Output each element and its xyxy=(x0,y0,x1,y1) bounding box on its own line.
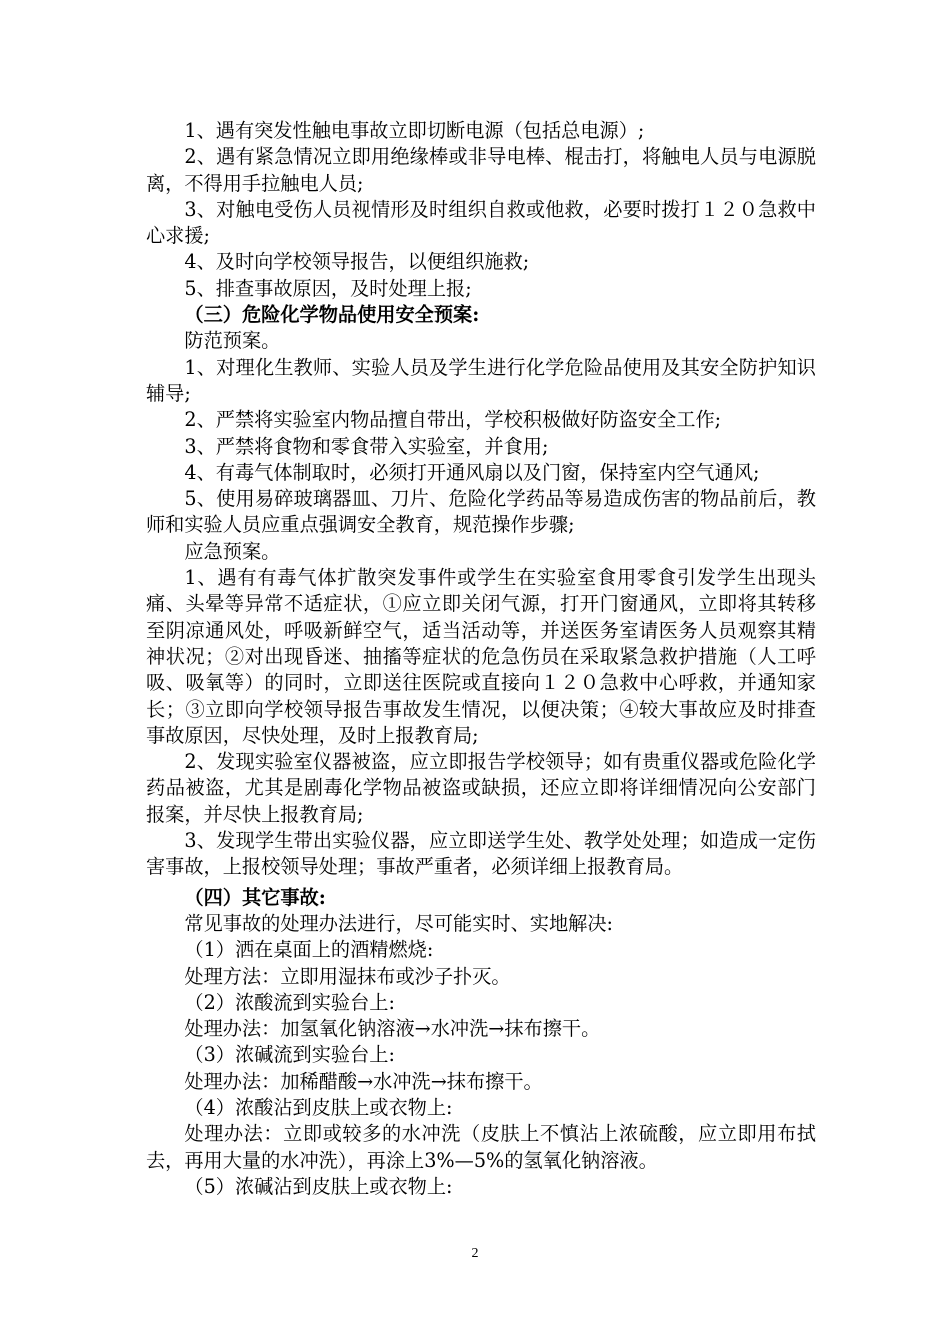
paragraph: （3）浓碱流到实验台上: xyxy=(184,1043,395,1067)
paragraph: （2）浓酸流到实验台上: xyxy=(184,990,395,1014)
paragraph: 5、排查事故原因，及时处理上报; xyxy=(184,276,472,300)
page-number: 2 xyxy=(471,1246,479,1261)
section-heading: （四）其它事故: xyxy=(184,885,326,909)
paragraph: 3、严禁将食物和零食带入实验室，并食用; xyxy=(184,434,549,458)
paragraph: （1）洒在桌面上的酒精燃烧: xyxy=(184,938,434,962)
paragraph: 2、发现实验室仪器被盗，应立即报告学校领导；如有贵重仪器或危险化学药品被盗，尤其是剧毒化学物品被盗或缺损，还应立即将详细情况向公安部门报案，并尽快上报教育局; xyxy=(146,750,816,826)
paragraph: 1、对理化生教师、实验人员及学生进行化学危险品使用及其安全防护知识辅导; xyxy=(146,355,816,405)
paragraph: 1、遇有有毒气体扩散突发事件或学生在实验室食用零食引发学生出现头痛、头晕等异常不适症状，①应立即关闭气源，打开门窗通风，立即将其转移至阴凉通风处，呼吸新鲜空气，适当活动等，并送医务室请医务人员观察其精神状况；②对出现昏迷、抽搐等症状的危急伤员在采取紧急救护措施（人工呼吸、吸氧等）的同时，立即送往医院或直接向１２０急救中心呼救，并通知家长；③立即向学校领导报告事故发生情况，以便决策；④较大事故应及时排查事故原因，尽快处理，及时上报教育局; xyxy=(146,566,816,747)
paragraph: （4）浓酸沾到皮肤上或衣物上: xyxy=(184,1095,453,1119)
paragraph: 3、对触电受伤人员视情形及时组织自救或他救，必要时拨打１２０急救中心求援; xyxy=(146,197,816,248)
paragraph: 5、使用易碎玻璃器皿、刀片、危险化学药品等易造成伤害的物品前后，教师和实验人员应重点强调安全教育，规范操作步骤; xyxy=(146,487,816,537)
paragraph: 处理办法：加稀醋酸→水冲洗→抹布擦干。 xyxy=(184,1069,543,1093)
paragraph: 处理方法：立即用湿抹布或沙子扑灭。 xyxy=(184,964,511,988)
paragraph: 防范预案。 xyxy=(184,329,281,353)
paragraph: 4、有毒气体制取时，必须打开通风扇以及门窗，保持室内空气通风; xyxy=(184,460,760,484)
paragraph: 常见事故的处理办法进行，尽可能实时、实地解决: xyxy=(184,911,613,935)
paragraph: 应急预案。 xyxy=(184,539,281,563)
paragraph: 3、发现学生带出实验仪器，应立即送学生处、教学处处理；如造成一定伤害事故，上报校领导处理；事故严重者，必须详细上报教育局。 xyxy=(146,829,816,879)
paragraph: 4、及时向学校领导报告，以便组织施救; xyxy=(184,250,530,274)
paragraph: 2、严禁将实验室内物品擅自带出，学校积极做好防盗安全工作; xyxy=(184,408,722,432)
paragraph: 2、遇有紧急情况立即用绝缘棒或非导电棒、棍击打，将触电人员与电源脱离，不得用手拉触电人员; xyxy=(146,145,816,195)
paragraph: 处理办法：立即或较多的水冲洗（皮肤上不慎沾上浓硫酸，应立即用布拭去，再用大量的水冲洗），再涂上3%—5%的氢氧化钠溶液。 xyxy=(146,1122,816,1172)
document-body xyxy=(146,118,816,1200)
paragraph: 1、遇有突发性触电事故立即切断电源（包括总电源）; xyxy=(184,119,645,142)
paragraph: 处理办法：加氢氧化钠溶液→水冲洗→抹布擦干。 xyxy=(184,1017,601,1041)
section-heading: （三）危险化学物品使用安全预案: xyxy=(184,303,480,327)
paragraph: （5）浓碱沾到皮肤上或衣物上: xyxy=(184,1174,453,1198)
